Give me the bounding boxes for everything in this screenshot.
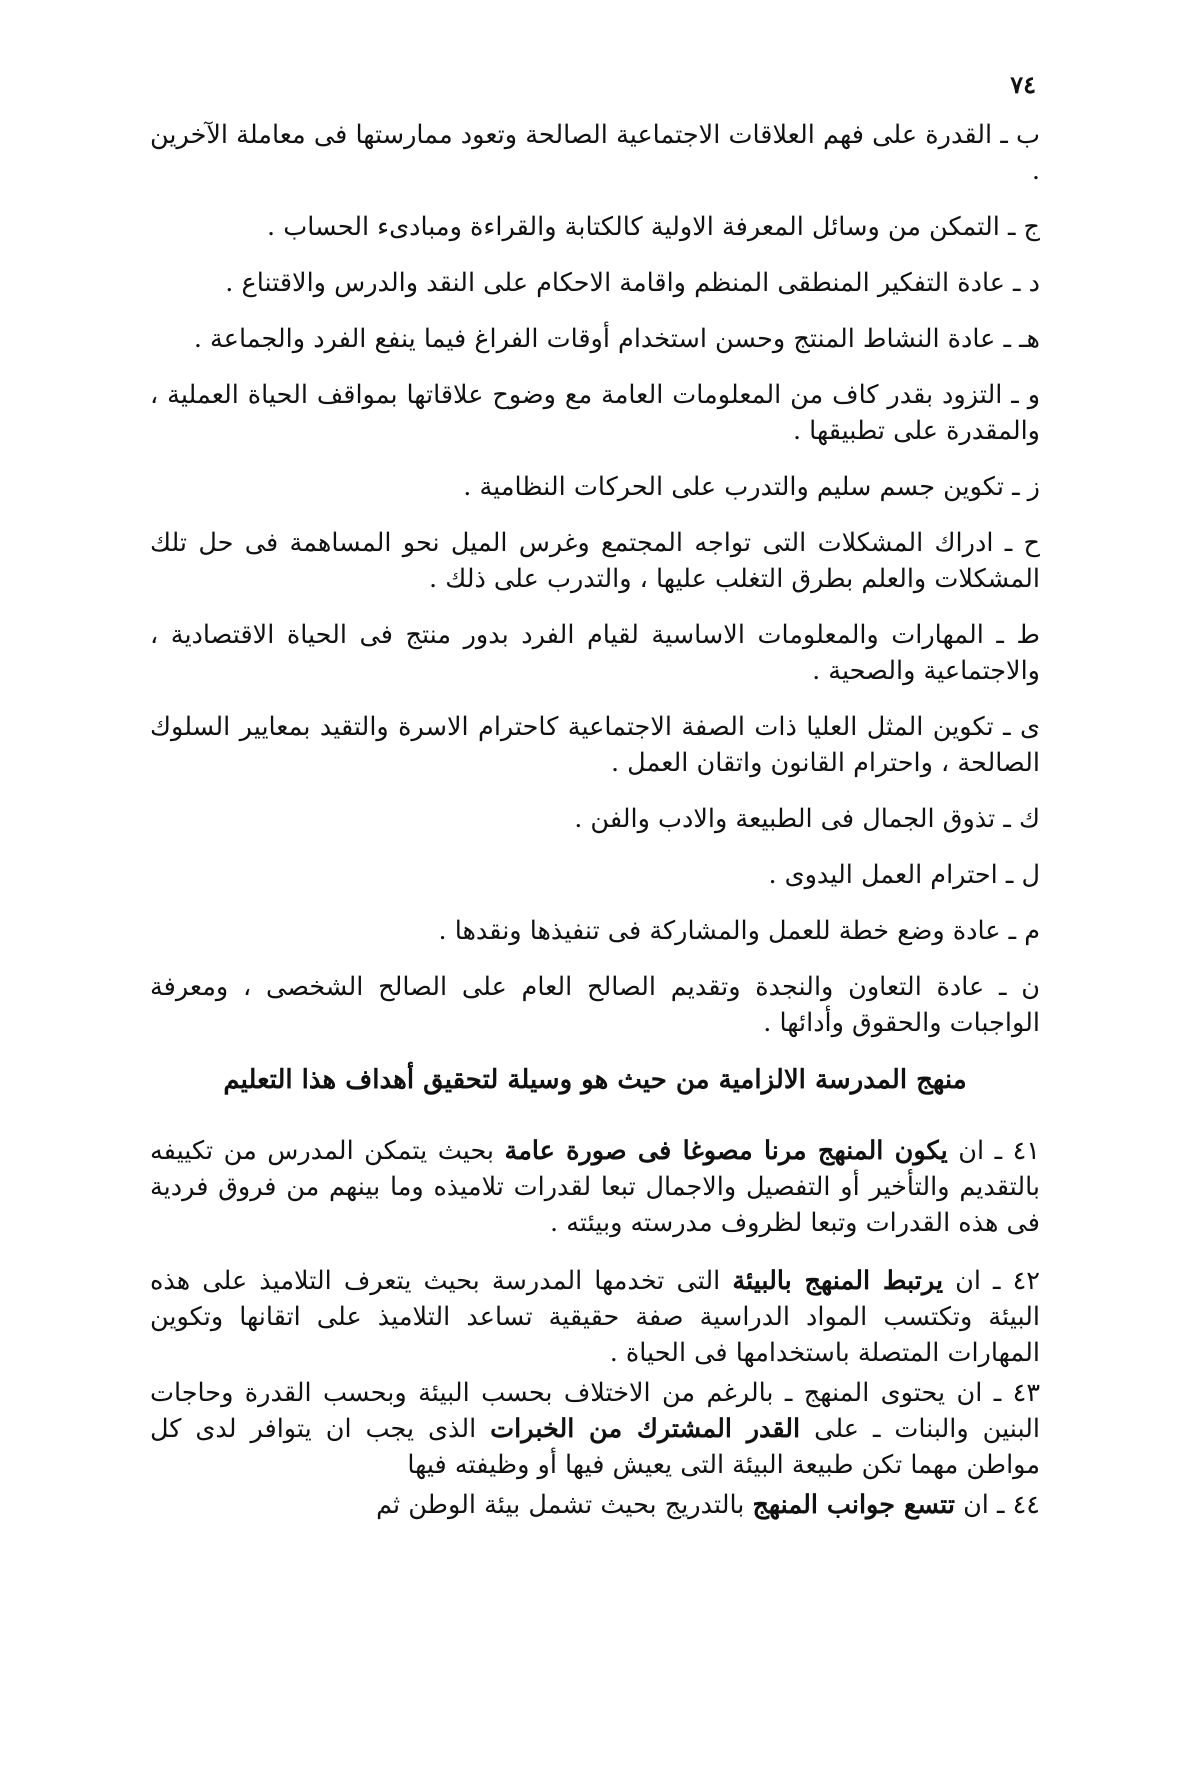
item-letter: ز xyxy=(1027,472,1040,502)
paragraph-number: ٤٤ xyxy=(1012,1490,1040,1520)
item-text: تكوين المثل العليا ذات الصفة الاجتماعية كاحترام الاسرة والتقيد بمعايير السلوك الصالحة ، واحترام القانون واتقان العمل . xyxy=(150,712,1040,778)
item-text: ادراك المشكلات التى تواجه المجتمع وغرس الميل نحو المساهمة فى حل تلك المشكلات والعلم بطرق التغلب عليها ، والتدرب على ذلك . xyxy=(150,528,1040,594)
item-text: عادة التفكير المنطقى المنظم واقامة الاحكام على النقد والدرس والاقتناع . xyxy=(225,268,1005,298)
objectives-list xyxy=(150,117,1040,1041)
item-letter: ن xyxy=(1021,972,1040,1002)
section-heading: منهج المدرسة الالزامية من حيث هو وسيلة لتحقيق أهداف هذا التعليم xyxy=(223,1065,967,1095)
item-text: عادة وضع خطة للعمل والمشاركة فى تنفيذها ونقدها . xyxy=(438,916,1001,946)
list-item: م ـ عادة وضع خطة للعمل والمشاركة فى تنفيذها ونقدها . xyxy=(438,916,1040,946)
list-item: ز ـ تكوين جسم سليم والتدرب على الحركات النظامية . xyxy=(463,472,1040,502)
item-text: المهارات والمعلومات الاساسية لقيام الفرد بدور منتج فى الحياة الاقتصادية ، والاجتماعية والصحية . xyxy=(150,620,1040,686)
emphasized-text: يرتبط المنهج بالبيئة xyxy=(732,1266,944,1296)
list-item: ح ـ ادراك المشكلات التى تواجه المجتمع وغرس الميل نحو المساهمة فى حل تلك المشكلات والعلم بطرق التغلب عليها ، والتدرب على ذلك . xyxy=(150,528,1041,594)
item-letter: ل xyxy=(1021,860,1040,890)
numbered-paragraph: ٤٣ ـ ان يحتوى المنهج ـ بالرغم من الاختلاف بحسب البيئة وبحسب القدرة وحاجات البنين والبنات ـ على القدر المشترك من الخبرات الذى يجب ان يتوافر لدى كل مواطن مهما تكن طبيعة البيئة التى يعيش فيها أو وظيفته فيها xyxy=(150,1378,1041,1480)
item-text: عادة التعاون والنجدة وتقديم الصالح العام على الصالح الشخصى ، ومعرفة الواجبات والحقوق وأدائها . xyxy=(150,972,1040,1038)
list-item: ط ـ المهارات والمعلومات الاساسية لقيام الفرد بدور منتج فى الحياة الاقتصادية ، والاجتماعية والصحية . xyxy=(150,620,1041,686)
item-text: تذوق الجمال فى الطبيعة والادب والفن . xyxy=(574,804,996,834)
list-item: ن ـ عادة التعاون والنجدة وتقديم الصالح العام على الصالح الشخصى ، ومعرفة الواجبات والحقوق وأدائها . xyxy=(150,972,1040,1038)
list-item: ى ـ تكوين المثل العليا ذات الصفة الاجتماعية كاحترام الاسرة والتقيد بمعايير السلوك الصالحة ، واحترام القانون واتقان العمل . xyxy=(150,712,1041,778)
book-page xyxy=(150,70,1040,1545)
paragraph-number: ٤٣ xyxy=(1012,1378,1041,1408)
list-item: ك ـ تذوق الجمال فى الطبيعة والادب والفن . xyxy=(574,804,1040,834)
item-text: القدرة على فهم العلاقات الاجتماعية الصالحة وتعود ممارستها فى معاملة الآخرين . xyxy=(150,120,1040,186)
item-letter: ى xyxy=(1020,712,1041,742)
item-letter: ح xyxy=(1023,528,1041,558)
paragraph-number: ٤٢ xyxy=(1012,1266,1041,1296)
list-item: ب ـ القدرة على فهم العلاقات الاجتماعية الصالحة وتعود ممارستها فى معاملة الآخرين . xyxy=(150,120,1041,186)
list-item: ل ـ احترام العمل اليدوى . xyxy=(768,860,1040,890)
page-number: ٧٤ xyxy=(1010,70,1036,99)
list-item: د ـ عادة التفكير المنطقى المنظم واقامة الاحكام على النقد والدرس والاقتناع . xyxy=(225,268,1040,298)
emphasized-text: القدر المشترك من الخبرات xyxy=(490,1414,801,1444)
item-text: تكوين جسم سليم والتدرب على الحركات النظامية . xyxy=(463,472,1004,502)
item-text: احترام العمل اليدوى . xyxy=(768,860,998,890)
item-letter: ط xyxy=(1016,620,1041,650)
item-letter: ب xyxy=(1016,120,1041,150)
item-letter: م xyxy=(1024,916,1040,946)
numbered-paragraph: ٤١ ـ ان يكون المنهج مرنا مصوغا فى صورة عامة بحيث يتمكن المدرس من تكييفه بالتقديم والتأخير أو التفصيل والاجمال تبعا لقدرات تلاميذه وما بينهم من فروق فردية فى هذه القدرات وتبعا لظروف مدرسته وبيئته . xyxy=(150,1136,1040,1238)
list-item: ج ـ التمكن من وسائل المعرفة الاولية كالكتابة والقراءة ومبادىء الحساب . xyxy=(267,212,1040,242)
emphasized-text: تتسع جوانب المنهج xyxy=(752,1490,955,1520)
item-letter: د xyxy=(1028,268,1040,298)
item-text: التزود بقدر كاف من المعلومات العامة مع وضوح علاقاتها بمواقف الحياة العملية ، والمقدرة على تطبيقها . xyxy=(150,380,1040,446)
paragraph-number: ٤١ xyxy=(1012,1136,1040,1166)
emphasized-text: يكون المنهج مرنا مصوغا فى صورة عامة xyxy=(504,1136,948,1166)
numbered-paragraph: ٤٢ ـ ان يرتبط المنهج بالبيئة التى تخدمها المدرسة بحيث يتعرف التلاميذ على هذه البيئة وتكتسب المواد الدراسية صفة حقيقية تساعد التلاميذ على اتقانها وتكوين المهارات المتصلة باستخدامها فى الحياة . xyxy=(150,1266,1041,1368)
item-letter: ك xyxy=(1018,804,1040,834)
numbered-paragraph: ٤٤ ـ ان تتسع جوانب المنهج بالتدريج بحيث تشمل بيئة الوطن ثم xyxy=(376,1490,1040,1520)
item-letter: ج xyxy=(1023,212,1040,242)
item-letter: و xyxy=(1027,380,1041,410)
list-item: هـ ـ عادة النشاط المنتج وحسن استخدام أوقات الفراغ فيما ينفع الفرد والجماعة . xyxy=(193,324,1040,354)
item-text: عادة النشاط المنتج وحسن استخدام أوقات الفراغ فيما ينفع الفرد والجماعة . xyxy=(193,324,996,354)
item-letter: هـ xyxy=(1019,324,1040,354)
item-text: التمكن من وسائل المعرفة الاولية كالكتابة والقراءة ومبادىء الحساب . xyxy=(267,212,1000,242)
list-item: و ـ التزود بقدر كاف من المعلومات العامة مع وضوح علاقاتها بمواقف الحياة العملية ، والمقدرة على تطبيقها . xyxy=(150,380,1041,446)
